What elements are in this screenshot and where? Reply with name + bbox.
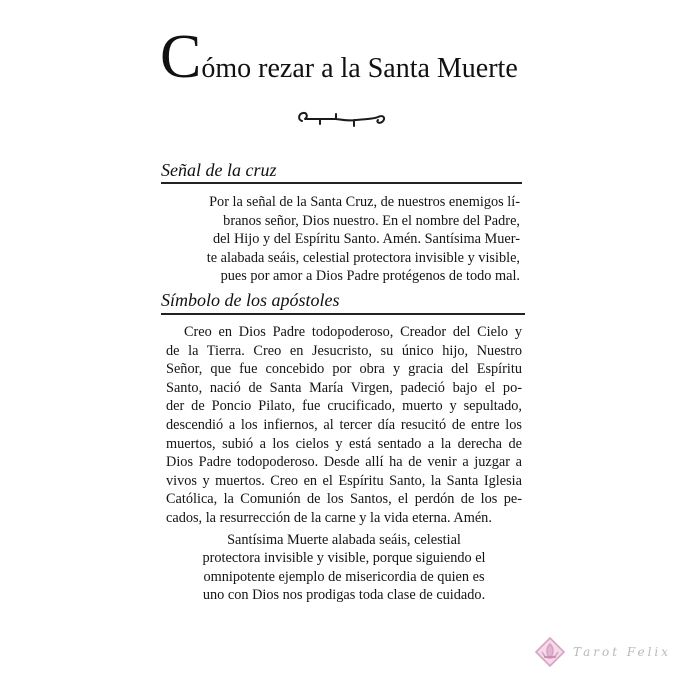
text-line: Santo, nació de Santa María Virgen, padeció bajo el po- bbox=[166, 379, 522, 396]
section-rule bbox=[161, 182, 522, 184]
text-line: cados, la resurrección de la carne y la vida eterna. Amén. bbox=[166, 509, 492, 526]
text-line: omnipotente ejemplo de misericordia de quien es bbox=[203, 568, 485, 585]
text-line: del Hijo y del Espíritu Santo. Amén. Santísima Muer- bbox=[212, 231, 520, 248]
prayer-simbolo-de-los-apostoles bbox=[166, 323, 522, 605]
text-line: te alabada seáis, celestial protectora invisible y visible, bbox=[206, 249, 520, 266]
section-rule bbox=[161, 313, 525, 315]
watermark bbox=[533, 635, 671, 669]
text-line: Católica, la Comunión de los Santos, el perdón de los pe- bbox=[166, 491, 522, 508]
text-line: Señor, que fue concebido por obra y gracia del Espíritu bbox=[166, 361, 522, 378]
section-heading-senal: Señal de la cruz bbox=[161, 160, 277, 180]
text-line: Creo en Dios Padre todopoderoso, Creador del Cielo y bbox=[184, 324, 522, 340]
text-line: descendió a los infiernos, al tercer día resucitó de entre los bbox=[166, 416, 522, 433]
title-initial: C bbox=[160, 23, 202, 91]
text-line: muertos, subió a los cielos y está sentado a la derecha de bbox=[166, 435, 522, 452]
watermark-text: Tarot Felix bbox=[573, 645, 672, 659]
text-line: der de Poncio Pilato, fue crucificado, muerto y sepultado, bbox=[166, 398, 522, 415]
text-line: Por la señal de la Santa Cruz, de nuestros enemigos lí- bbox=[209, 194, 520, 210]
page-title bbox=[160, 23, 560, 91]
lotus-logo-icon bbox=[533, 635, 567, 669]
text-line: de la Tierra. Creo en Jesucristo, su único hijo, Nuestro bbox=[166, 342, 522, 359]
text-line: Santísima Muerte alabada seáis, celestial bbox=[227, 531, 461, 548]
text-line: vivos y muertos. Creo en el Espíritu Santo, la Santa Iglesia bbox=[166, 472, 522, 489]
text-line: uno con Dios nos prodigas toda clase de cuidado. bbox=[202, 587, 486, 604]
prayer-senal-de-la-cruz bbox=[170, 193, 520, 286]
title-text: ómo rezar a la Santa Muerte bbox=[201, 53, 518, 84]
text-line: pues por amor a Dios Padre protégenos de todo mal. bbox=[220, 268, 520, 285]
ornament-divider-icon bbox=[296, 108, 388, 132]
closing-paragraph bbox=[166, 531, 522, 605]
text-line: branos señor, Dios nuestro. En el nombre del Padre, bbox=[223, 212, 520, 229]
text-line: Dios Padre todopoderoso. Desde allí ha de venir a juzgar a bbox=[166, 454, 522, 471]
section-heading-simbolo: Símbolo de los apóstoles bbox=[161, 290, 340, 310]
text-line: protectora invisible y visible, porque siguiendo el bbox=[202, 550, 486, 567]
